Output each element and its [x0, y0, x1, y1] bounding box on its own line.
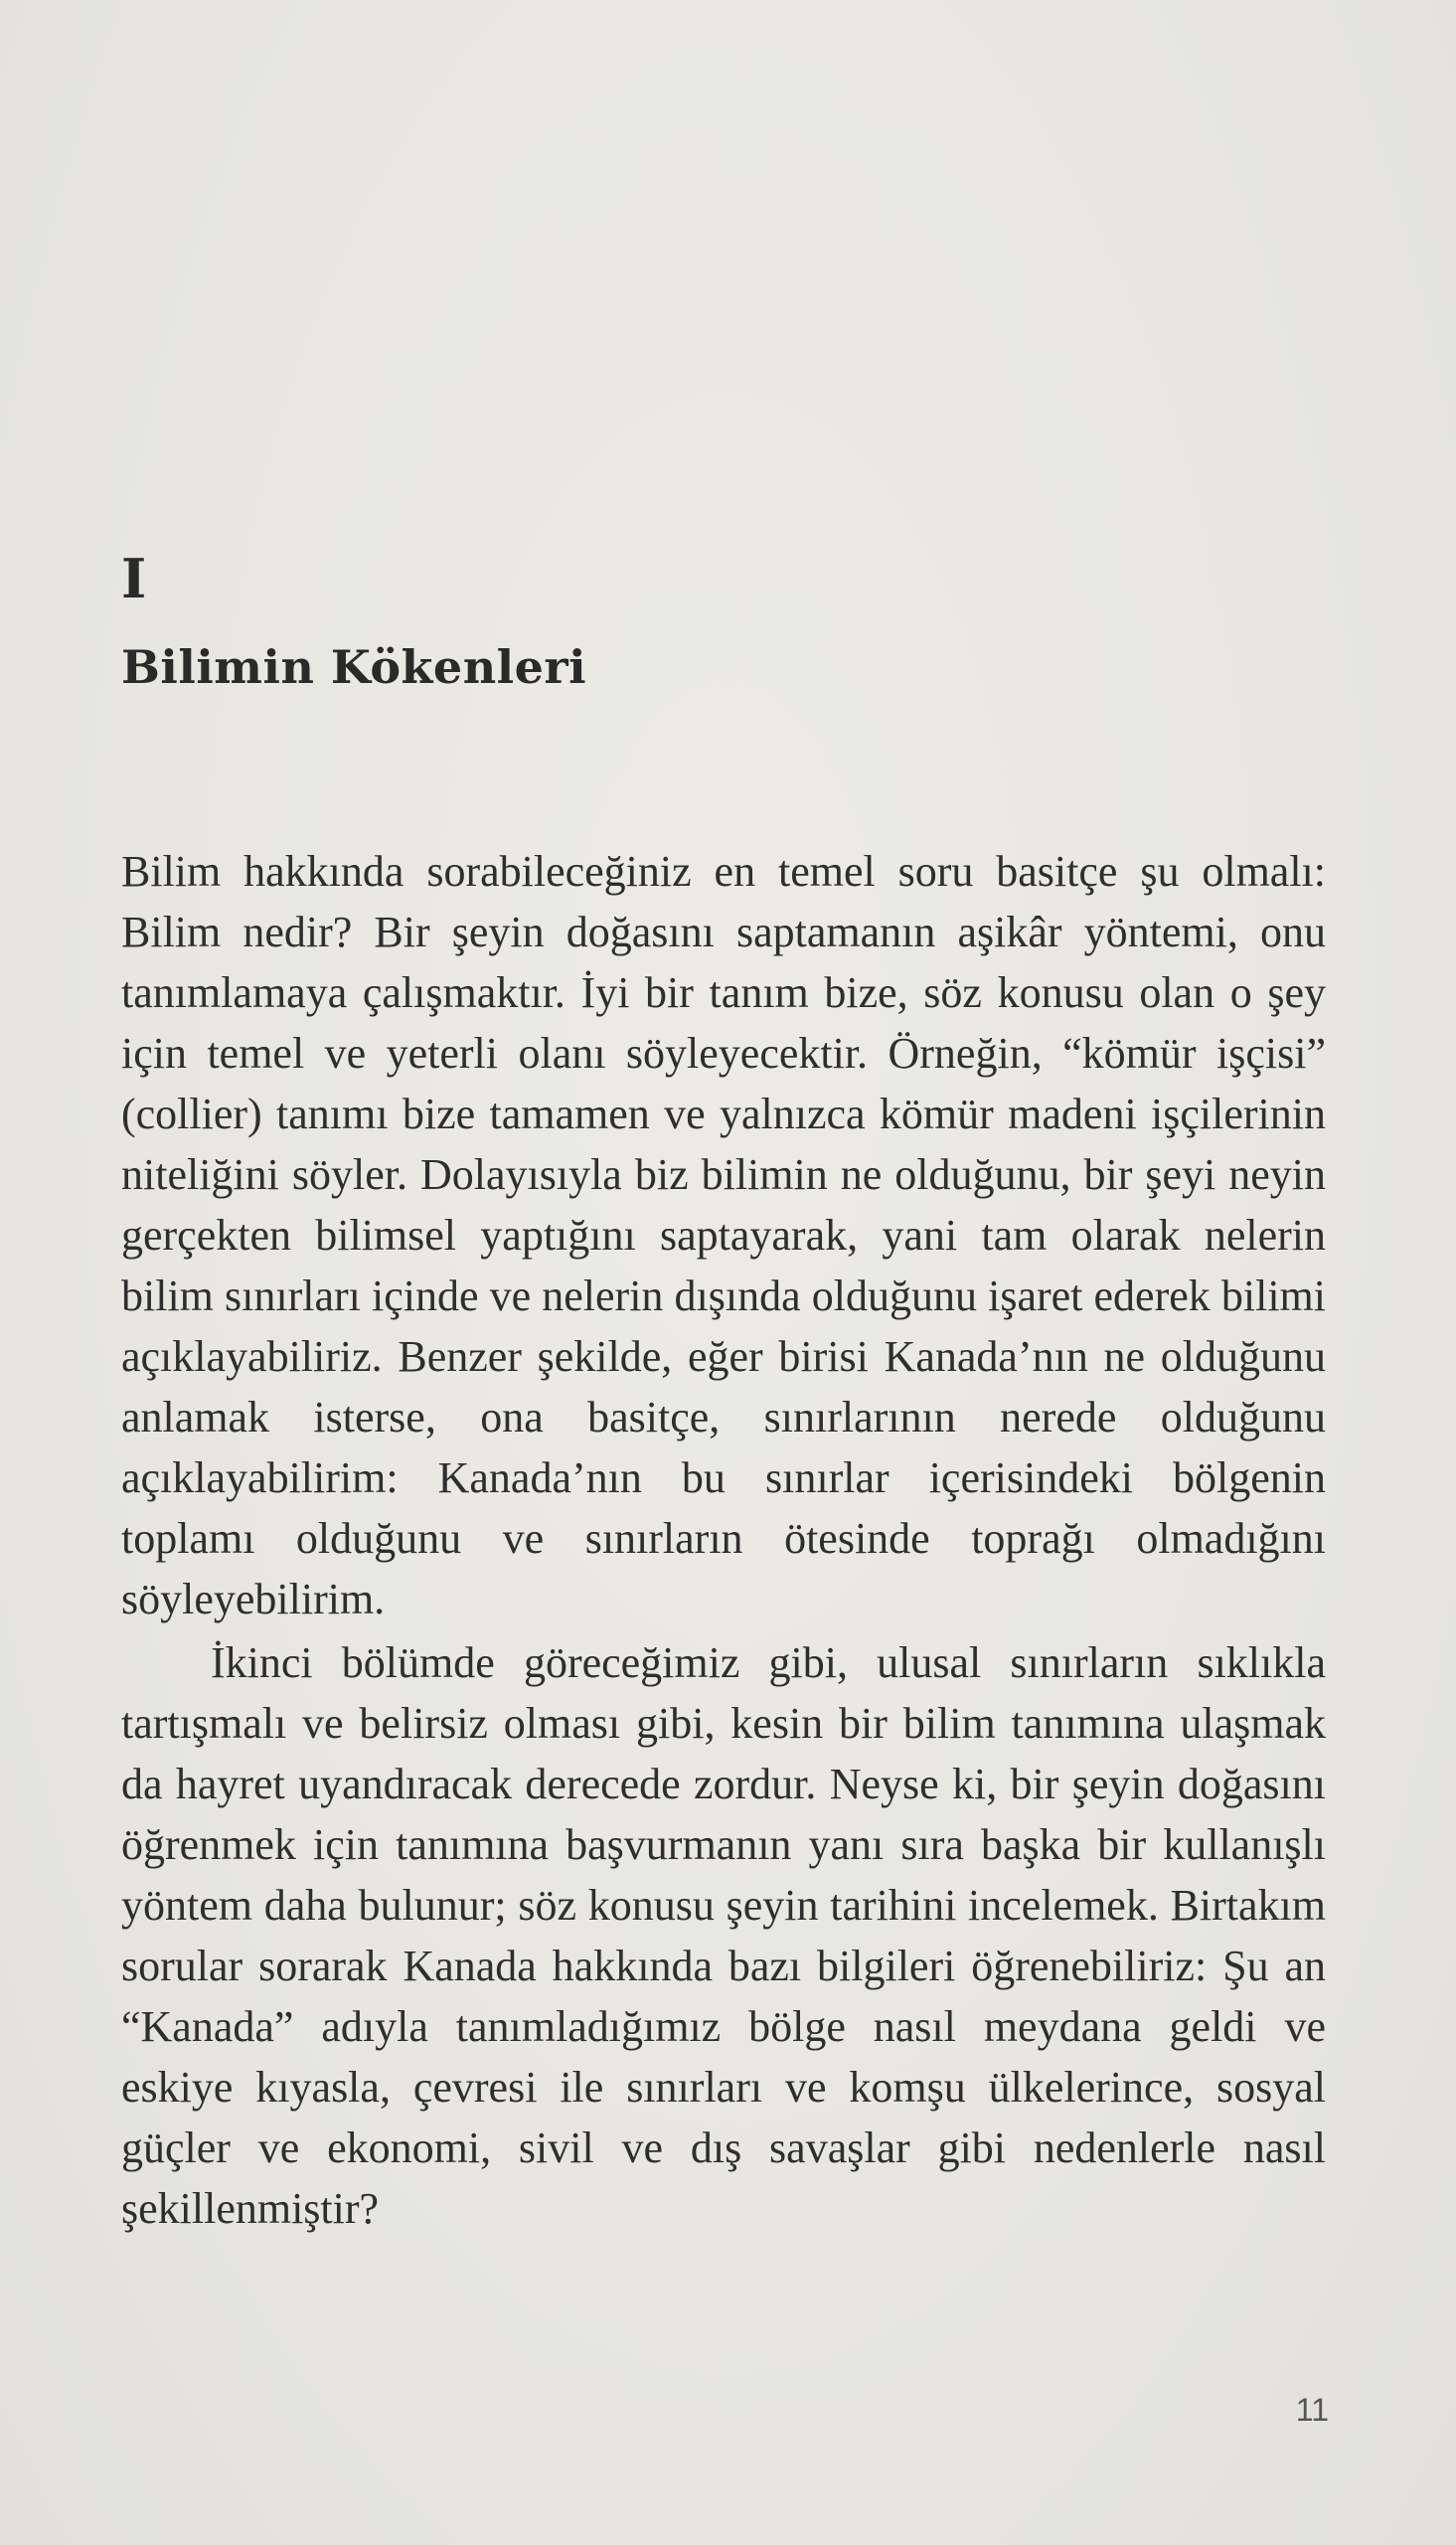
- page-number: 11: [1295, 2392, 1329, 2428]
- chapter-title: Bilimin Kökenleri: [121, 640, 587, 694]
- body-text: [121, 841, 1326, 2239]
- paragraph-2: İkinci bölümde göreceğimiz gibi, ulusal sınırların sıklıkla tartışmalı ve belirsiz olması gibi, kesin bir bilim tanımına ulaşmak da hayret uyandıracak derecede zordur. Neyse ki, bir şeyin doğasını öğrenmek için tanımına başvurmanın yanı sıra başka bir kullanışlı yöntem daha bulunur; söz konusu şeyin tarihini incelemek. Birtakım sorular sorarak Kanada hakkında bazı bilgileri öğrenebiliriz: Şu an “Kanada” adıyla tanımladığımız bölge nasıl meydana geldi ve eskiye kıyasla, çevresi ile sınırları ve komşu ülkelerince, sosyal güçler ve ekonomi, sivil ve dış savaşlar gibi nedenlerle nasıl şekillenmiştir?: [121, 1638, 1326, 2233]
- paragraph-1: Bilim hakkında sorabileceğiniz en temel soru basitçe şu olmalı: Bilim nedir? Bir şeyin doğasını saptamanın aşikâr yöntemi, onu tanımlamaya çalışmaktır. İyi bir tanım bize, söz konusu olan o şey için temel ve yeterli olanı söyleyecektir. Örneğin, “kömür işçisi” (collier) tanımı bize tamamen ve yalnızca kömür madeni işçilerinin niteliğini söyler. Dolayısıyla biz bilimin ne olduğunu, bir şeyi neyin gerçekten bilimsel yaptığını saptayarak, yani tam olarak nelerin bilim sınırları içinde ve nelerin dışında olduğunu işaret ederek bilimi açıklayabiliriz. Benzer şekilde, eğer birisi Kanada’nın ne olduğunu anlamak isterse, ona basitçe, sınırlarının nerede olduğunu açıklayabilirim: Kanada’nın bu sınırlar içerisindeki bölgenin toplamı olduğunu ve sınırların ötesinde toprağı olmadığını söyleyebilirim.: [121, 847, 1326, 1623]
- chapter-number: I: [121, 547, 147, 610]
